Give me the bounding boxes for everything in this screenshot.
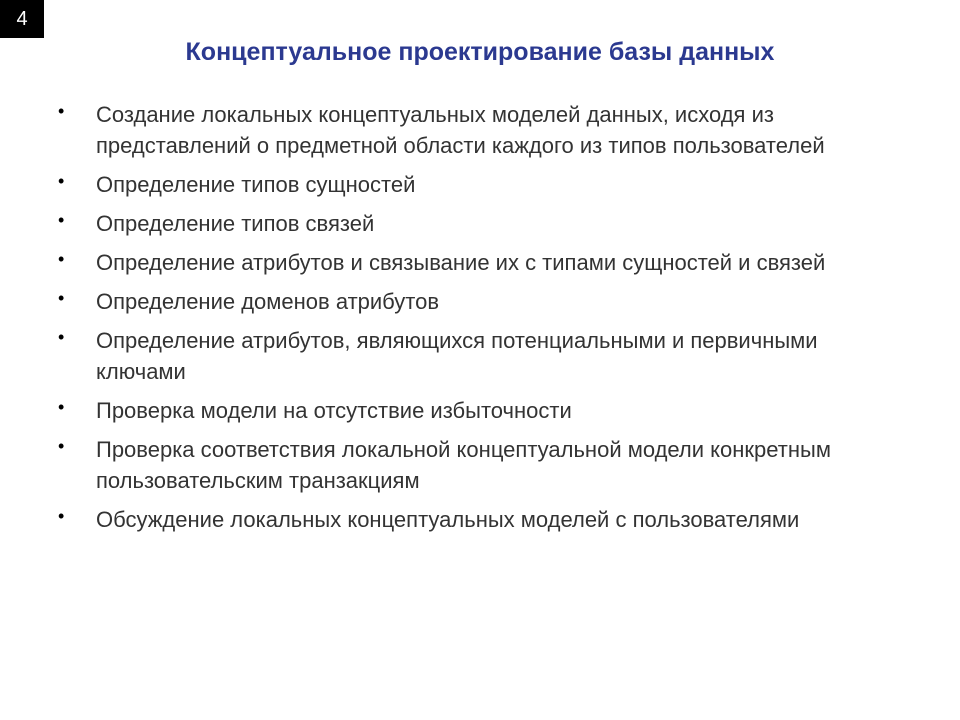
bullet-text: Определение атрибутов и связывание их с типами сущностей и связей	[96, 250, 826, 275]
bullet-dot-icon: •	[58, 436, 65, 456]
bullet-dot-icon: •	[58, 327, 65, 347]
bullet-dot-icon: •	[58, 506, 65, 526]
bullet-item	[58, 247, 908, 278]
bullet-dot-icon: •	[58, 288, 65, 308]
bullet-item	[58, 169, 908, 200]
bullet-text: Определение доменов атрибутов	[96, 289, 440, 314]
bullet-item	[58, 99, 908, 161]
bullet-list	[58, 99, 908, 543]
bullet-dot-icon: •	[58, 210, 65, 230]
bullet-text: Обсуждение локальных концептуальных моделей с пользователями	[96, 507, 800, 532]
bullet-text: Определение типов связей	[96, 211, 375, 236]
slide-number-badge: 4	[0, 0, 44, 38]
bullet-dot-icon: •	[58, 171, 65, 191]
bullet-item	[58, 286, 908, 317]
bullet-item	[58, 208, 908, 239]
bullet-dot-icon: •	[58, 101, 65, 121]
bullet-dot-icon: •	[58, 249, 65, 269]
bullet-text: Определение типов сущностей	[96, 172, 416, 197]
bullet-text: Проверка соответствия локальной концептуальной модели конкретным пользовательским транзакциям	[96, 437, 831, 493]
bullet-item	[58, 395, 908, 426]
bullet-text: Определение атрибутов, являющихся потенциальными и первичными ключами	[96, 328, 818, 384]
bullet-item	[58, 434, 908, 496]
bullet-item	[58, 325, 908, 387]
slide-title: Концептуальное проектирование базы данных	[185, 38, 775, 66]
bullet-text: Создание локальных концептуальных моделей данных, исходя из представлений о предметной области каждого из типов пользователей	[96, 102, 825, 158]
bullet-text: Проверка модели на отсутствие избыточности	[96, 398, 572, 423]
bullet-item	[58, 504, 908, 535]
bullet-dot-icon: •	[58, 397, 65, 417]
